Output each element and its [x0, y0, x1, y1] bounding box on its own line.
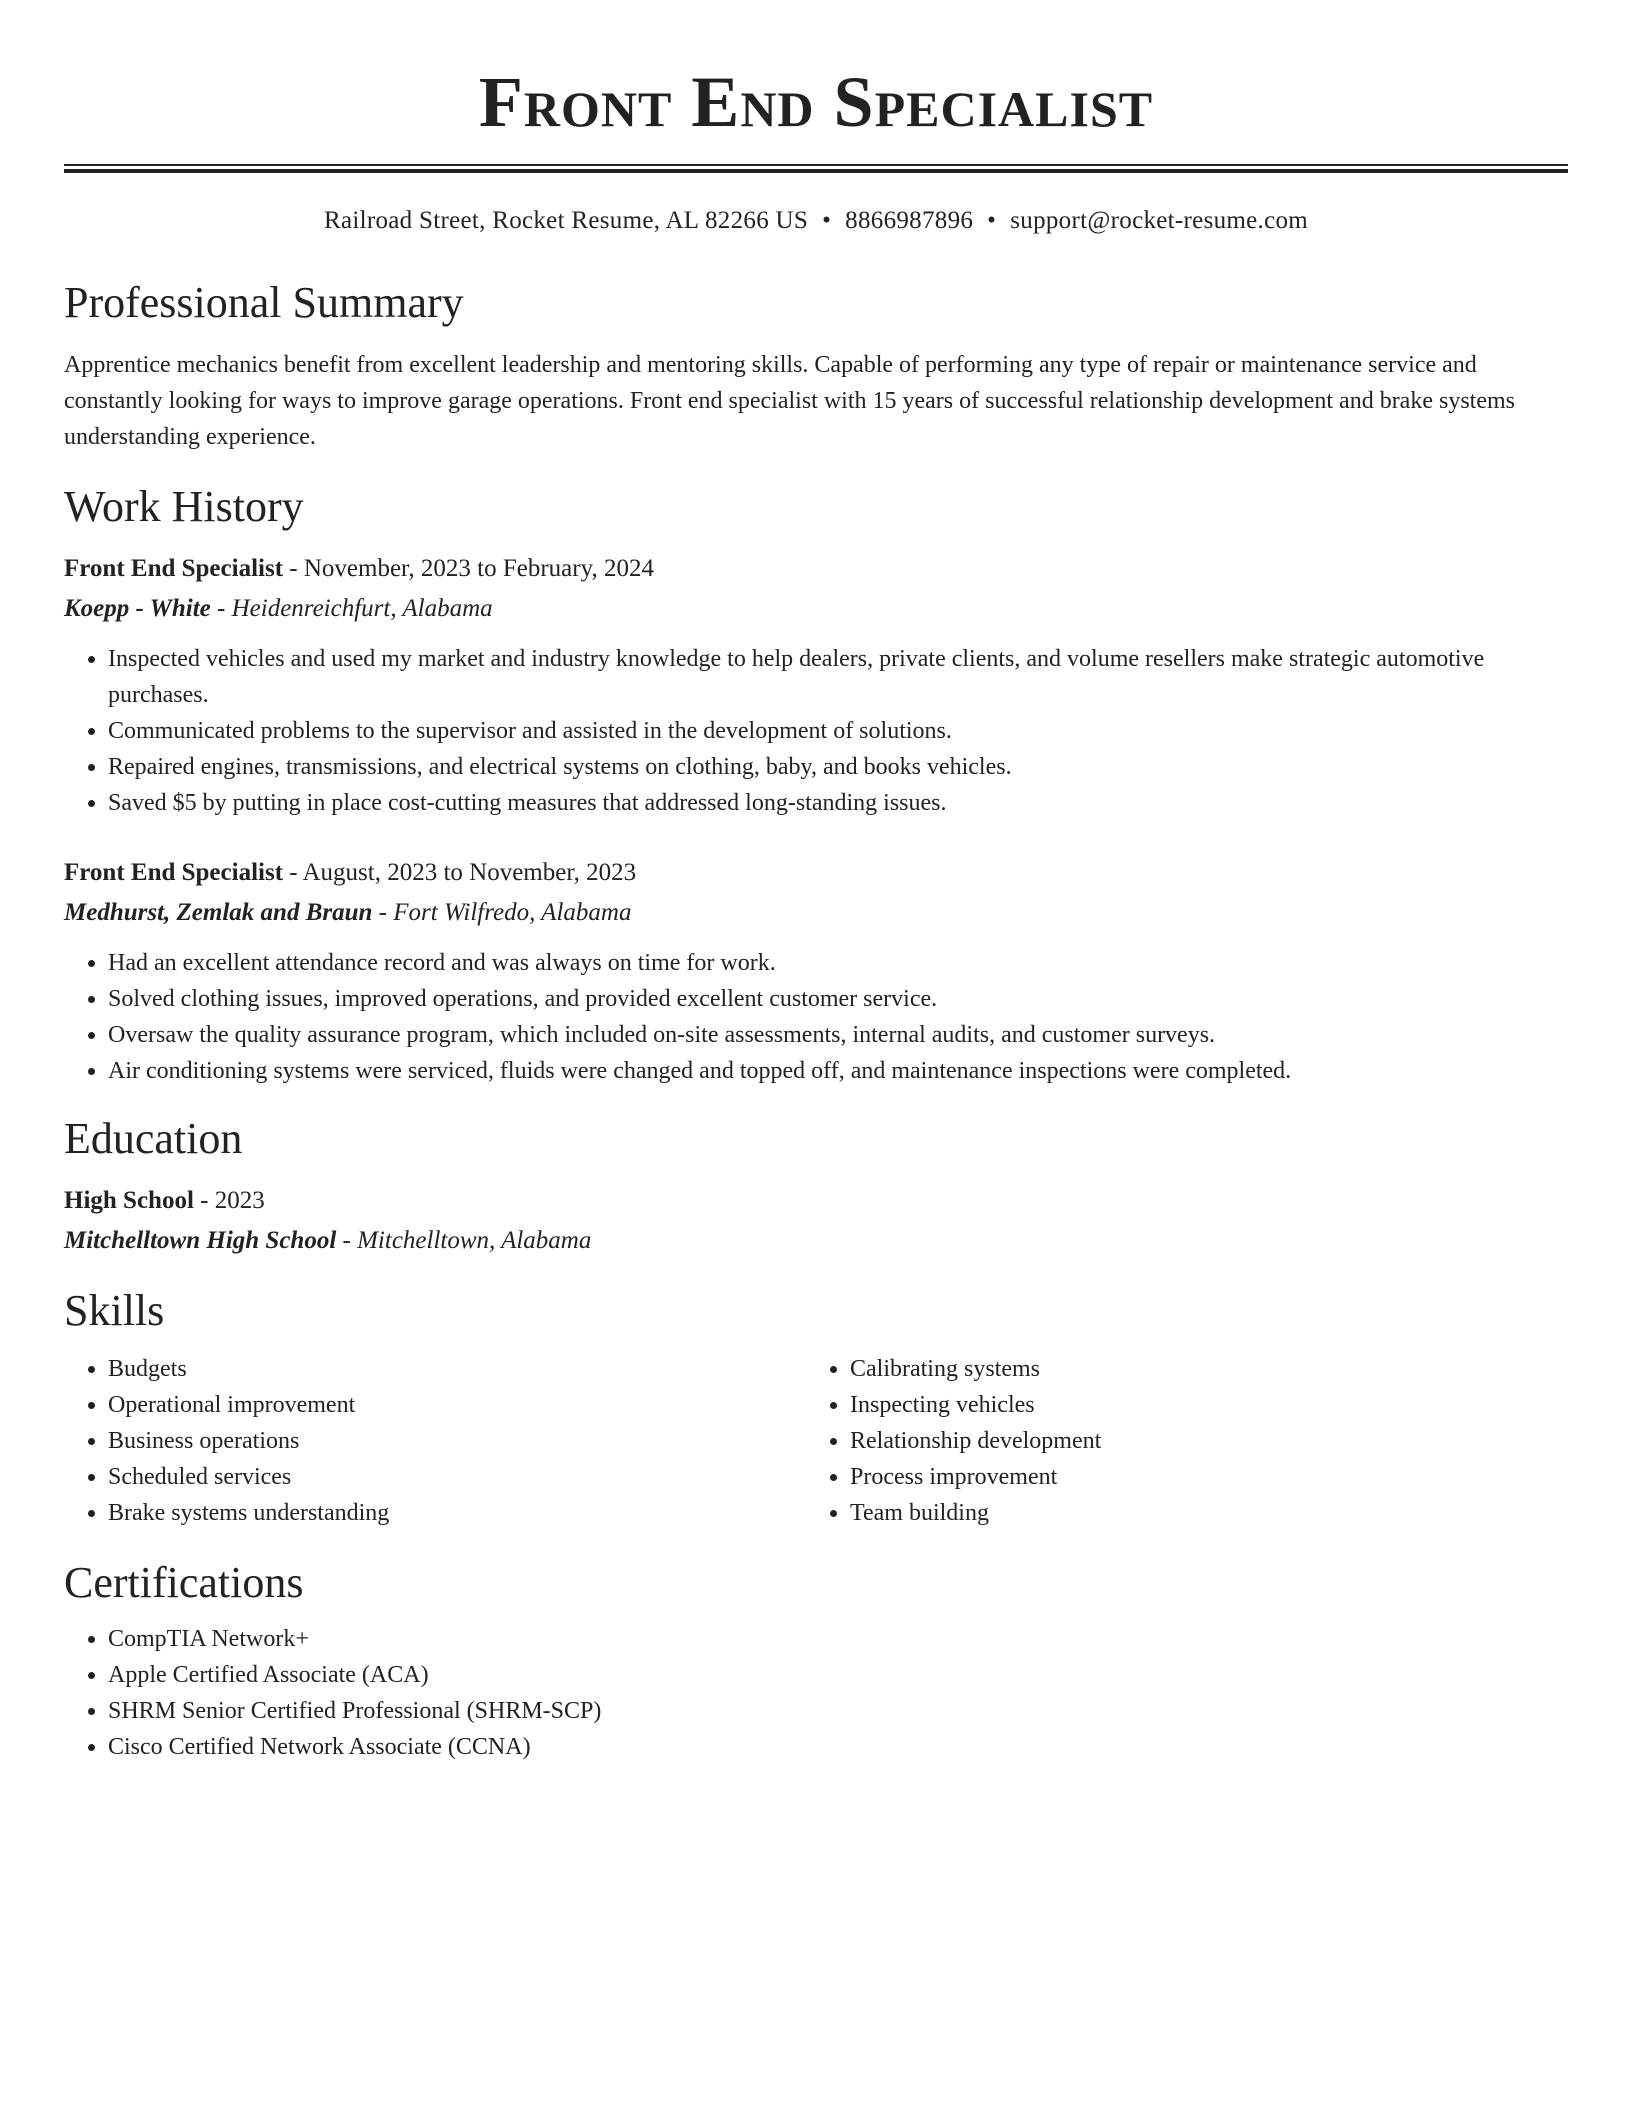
skill-item: • Operational improvement	[108, 1387, 806, 1423]
job-bullet: • Air conditioning systems were serviced, fluids were changed and topped off, and maintenance inspections were completed.	[108, 1053, 1568, 1089]
work-history-heading: Work History	[64, 482, 304, 531]
job-bullet: • Solved clothing issues, improved operations, and provided excellent customer service.	[108, 981, 1568, 1017]
job-title-line	[64, 853, 1568, 893]
skill-item: • Scheduled services	[108, 1459, 806, 1495]
contact-phone: 8866987896	[845, 207, 974, 234]
job-entry	[64, 853, 1568, 1089]
degree-dash: -	[193, 1187, 215, 1214]
contact-address: Railroad Street, Rocket Resume, AL 82266 US	[323, 207, 809, 234]
job-bullet: • Had an excellent attendance record and was always on time for work.	[108, 945, 1568, 981]
employer-name: Koepp - White	[64, 595, 211, 622]
skill-item: • Budgets	[108, 1351, 806, 1387]
skill-item: • Relationship development	[850, 1423, 1548, 1459]
job-bullet: • Inspected vehicles and used my market and industry knowledge to help dealers, private clients, and volume resellers make strategic automotive purchases.	[108, 641, 1568, 713]
degree-name: High School	[64, 1187, 194, 1214]
skill-item: • Process improvement	[850, 1459, 1548, 1495]
certification-item: • SHRM Senior Certified Professional (SHRM-SCP)	[108, 1693, 1568, 1729]
resume-title: Front End Specialist	[478, 62, 1154, 142]
job-entry	[64, 549, 1568, 821]
skill-item: • Team building	[850, 1495, 1548, 1531]
certification-item: • Apple Certified Associate (ACA)	[108, 1657, 1568, 1693]
job-bullet: • Oversaw the quality assurance program, which included on-site assessments, internal audits, and customer surveys.	[108, 1017, 1568, 1053]
school-name: Mitchelltown High School	[64, 1227, 337, 1254]
job-dash: -	[283, 859, 303, 886]
employer-dash: -	[210, 595, 232, 622]
job-dash: -	[283, 555, 304, 582]
job-bullet: • Communicated problems to the supervisor and assisted in the development of solutions.	[108, 713, 1568, 749]
employer-location: Heidenreichfurt, Alabama	[231, 595, 493, 622]
contact-separator: •	[987, 207, 997, 234]
job-title: Front End Specialist	[64, 555, 284, 582]
summary-text: Apprentice mechanics benefit from excellent leadership and mentoring skills. Capable of performing any type of repair or maintenance service and constantly looking for ways to improve garage operations. Front end specialist with 15 years of successful relationship development and brake systems understanding experience.	[64, 352, 1515, 450]
skills-list	[64, 1351, 806, 1531]
job-dates: August, 2023 to November, 2023	[302, 859, 637, 886]
certifications-list	[64, 1621, 1568, 1765]
contact-separator: •	[822, 207, 832, 234]
skill-item: • Calibrating systems	[850, 1351, 1548, 1387]
school-dash: -	[336, 1227, 358, 1254]
degree-year: 2023	[214, 1187, 265, 1214]
certification-item: • CompTIA Network+	[108, 1621, 1568, 1657]
education-entry	[64, 1181, 1568, 1261]
job-bullets	[64, 641, 1568, 821]
title-divider	[64, 164, 1568, 173]
employer-name: Medhurst, Zemlak and Braun	[64, 899, 373, 926]
education-heading: Education	[64, 1114, 243, 1163]
skill-item: • Business operations	[108, 1423, 806, 1459]
job-bullet: • Repaired engines, transmissions, and electrical systems on clothing, baby, and books vehicles.	[108, 749, 1568, 785]
skills-column-left	[64, 1351, 806, 1531]
certification-item: • Cisco Certified Network Associate (CCNA)	[108, 1729, 1568, 1765]
employer-dash: -	[372, 899, 394, 926]
job-dates: November, 2023 to February, 2024	[303, 555, 654, 582]
contact-email: support@rocket-resume.com	[1010, 207, 1309, 234]
skills-heading: Skills	[64, 1286, 165, 1335]
skills-list	[806, 1351, 1548, 1531]
contact-line	[64, 205, 1568, 237]
school-line	[64, 1221, 1568, 1261]
degree-line	[64, 1181, 1568, 1221]
skills-grid	[64, 1351, 1568, 1531]
certifications-heading: Certifications	[64, 1558, 304, 1607]
job-title-line	[64, 549, 1568, 589]
school-location: Mitchelltown, Alabama	[357, 1227, 592, 1254]
skill-item: • Brake systems understanding	[108, 1495, 806, 1531]
job-bullets	[64, 945, 1568, 1089]
employer-line	[64, 589, 1568, 629]
employer-location: Fort Wilfredo, Alabama	[393, 899, 632, 926]
summary-heading: Professional Summary	[64, 278, 464, 327]
skills-column-right	[806, 1351, 1548, 1531]
employer-line	[64, 893, 1568, 933]
skill-item: • Inspecting vehicles	[850, 1387, 1548, 1423]
job-title: Front End Specialist	[64, 859, 284, 886]
job-bullet: • Saved $5 by putting in place cost-cutting measures that addressed long-standing issues.	[108, 785, 1568, 821]
